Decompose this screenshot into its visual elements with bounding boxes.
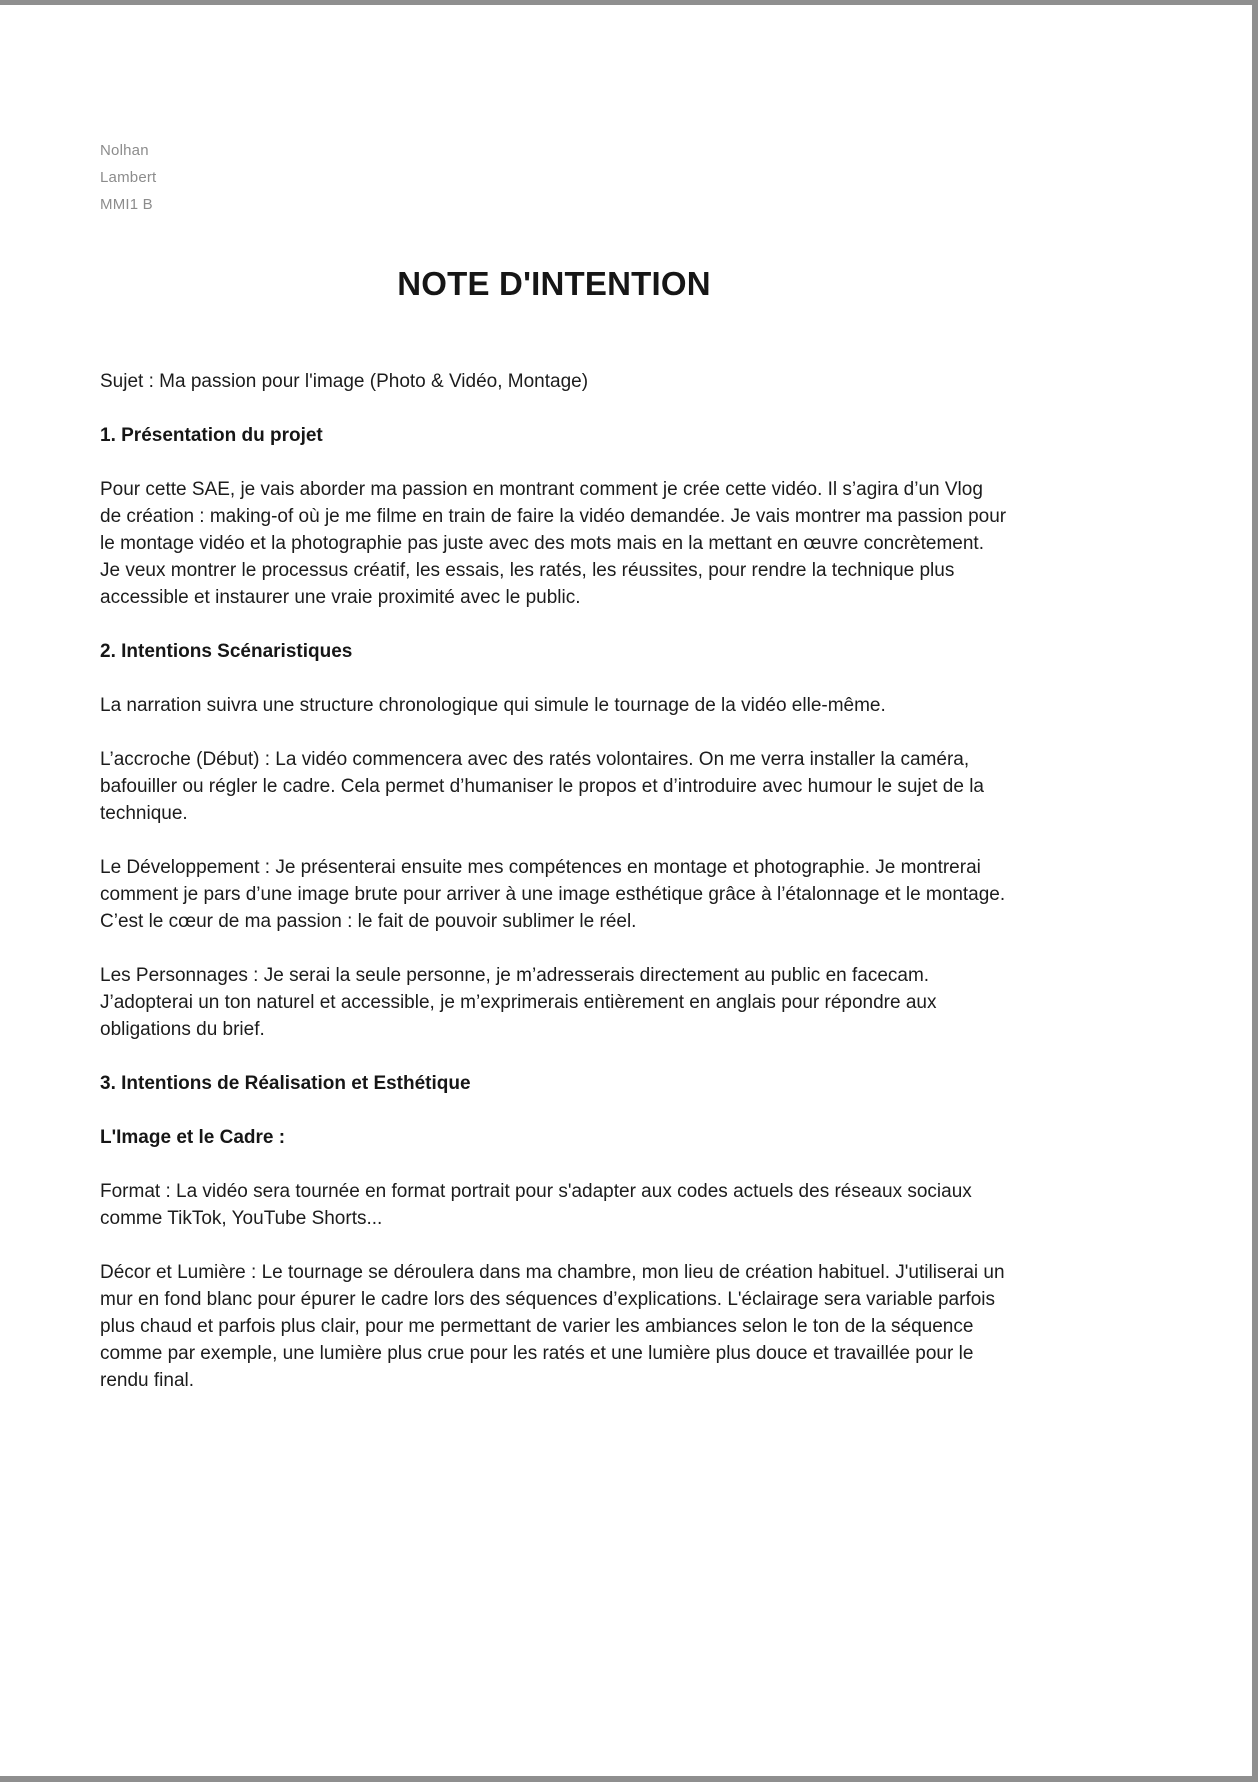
paragraph: L’accroche (Début) : La vidéo commencera avec des ratés volontaires. On me verra installer la caméra, bafouiller ou régler le cadre. Cela permet d’humaniser le propos et d’introduire avec humour le sujet de la technique. <box>100 749 984 824</box>
document-content <box>100 368 1008 1394</box>
author-block <box>100 137 1008 218</box>
paragraph: Sujet : Ma passion pour l'image (Photo & Vidéo, Montage) <box>100 371 589 392</box>
paragraph: Pour cette SAE, je vais aborder ma passion en montrant comment je crée cette vidéo. Il s’agira d’un Vlog de création : making-of où je me filme en train de faire la vidéo demandée. Je vais montrer ma passion pour le montage vidéo et la photographie pas juste avec des mots mais en la mettant en œuvre concrètement. Je veux montrer le processus créatif, les essais, les ratés, les réussites, pour rendre la technique plus accessible et instaurer une vraie proximité avec le public. <box>100 479 1007 608</box>
author-surname-line: Lambert <box>100 169 157 186</box>
section-heading: 2. Intentions Scénaristiques <box>100 641 353 662</box>
section-heading: 3. Intentions de Réalisation et Esthétique <box>100 1073 471 1094</box>
document-page <box>0 5 1252 1776</box>
author-class-line: MMI1 B <box>100 196 153 213</box>
page-title: NOTE D'INTENTION <box>397 265 711 302</box>
paragraph: La narration suivra une structure chronologique qui simule le tournage de la vidéo elle-même. <box>100 695 886 716</box>
section-heading: 1. Présentation du projet <box>100 425 323 446</box>
author-name-line: Nolhan <box>100 142 149 159</box>
paragraph: Les Personnages : Je serai la seule personne, je m’adresserais directement au public en facecam. J’adopterai un ton naturel et accessible, je m’exprimerais entièrement en anglais pour répondre aux obligations du brief. <box>100 965 937 1040</box>
paragraph: Décor et Lumière : Le tournage se déroulera dans ma chambre, mon lieu de création habituel. J'utiliserai un mur en fond blanc pour épurer le cadre lors des séquences d’explications. L'éclairage sera variable parfois plus chaud et parfois plus clair, pour me permettant de varier les ambiances selon le ton de la séquence comme par exemple, une lumière plus crue pour les ratés et une lumière plus douce et travaillée pour le rendu final. <box>100 1262 1005 1391</box>
paragraph: Le Développement : Je présenterai ensuite mes compétences en montage et photographie. Je montrerai comment je pars d’une image brute pour arriver à une image esthétique grâce à l’étalonnage et le montage. C’est le cœur de ma passion : le fait de pouvoir sublimer le réel. <box>100 857 1006 932</box>
section-heading: L'Image et le Cadre : <box>100 1127 286 1148</box>
paragraph: Format : La vidéo sera tournée en format portrait pour s'adapter aux codes actuels des réseaux sociaux comme TikTok, YouTube Shorts... <box>100 1181 972 1229</box>
